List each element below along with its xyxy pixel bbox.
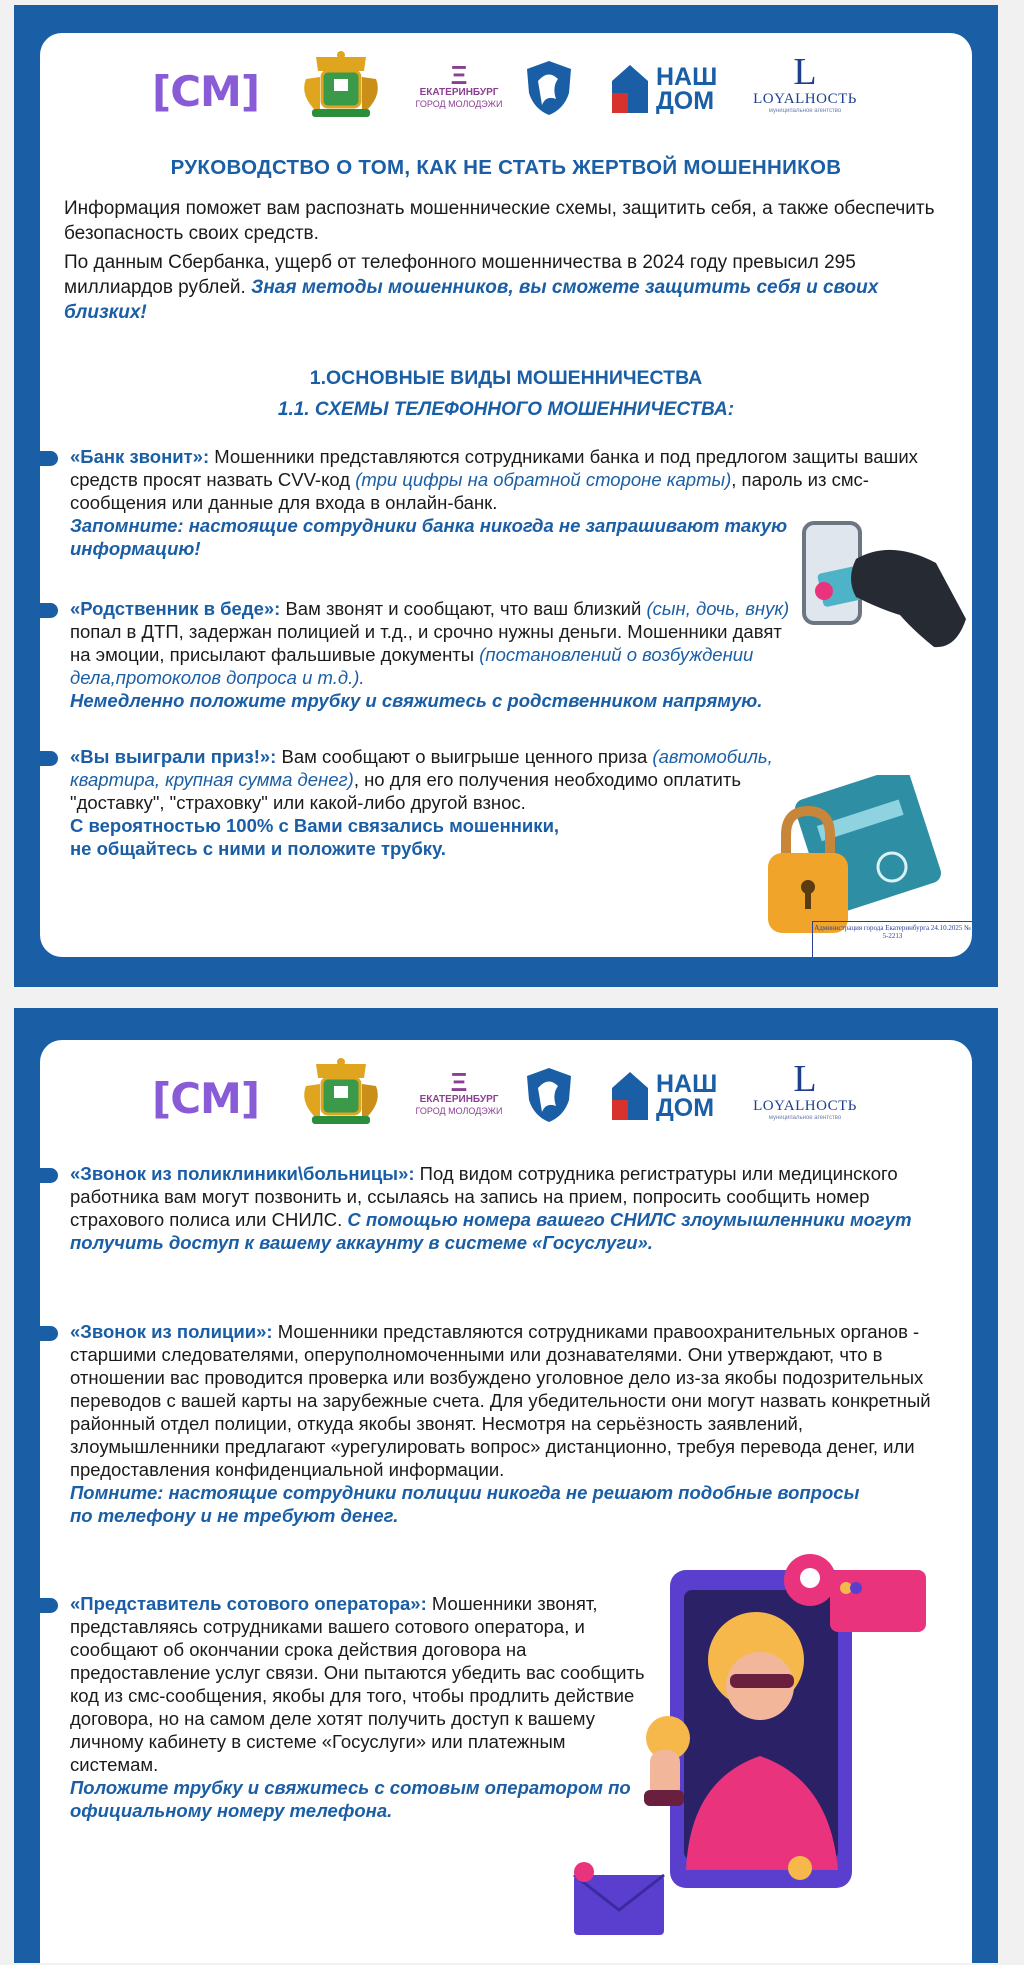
scheme-head: «Представитель сотового оператора»: [70, 1593, 427, 1614]
scheme-clinic-call [70, 1162, 950, 1254]
ekb-line-1: ЕКАТЕРИНБУРГ [419, 87, 499, 98]
loyal-sub: муниципальное агентство [768, 108, 842, 114]
ekaterinburg-youth-logo [408, 60, 510, 109]
scheme-note: (сын, дочь, внук) [646, 598, 790, 619]
scheme-warning: Помните: настоящие сотрудники полиции никогда не решают подобные вопросы по телефону и не требуют денег. [70, 1482, 860, 1526]
section-subtitle: 1.1. СХЕМЫ ТЕЛЕФОННОГО МОШЕННИЧЕСТВА: [277, 399, 735, 420]
ekb-line-2: ГОРОД МОЛОДЭЖИ [415, 1106, 503, 1116]
scheme-head: «Звонок из полиции»: [70, 1321, 273, 1342]
nash-dom-logo [610, 1070, 717, 1122]
scheme-warning: Запомните: настоящие сотрудники банка никогда не запрашивают такую информацию! [70, 515, 788, 559]
intro-paragraph-1: Информация поможет вам распознать мошеннические схемы, защитить себя, а также обеспечить безопасность своих средств. [64, 198, 935, 244]
intro-2-highlight: Зная методы мошенников, вы сможете защитить себя и своих близких! [64, 277, 879, 323]
scheme-head: «Банк звонит»: [70, 446, 210, 467]
ekb-line-2: ГОРОД МОЛОДЭЖИ [415, 99, 503, 109]
scheme-text: Мошенники звонят, представляясь сотрудниками вашего сотового оператора, и сообщают об окончании срока действия договора на предоставление услуг связи. Они пытаются убедить вас сообщить код из смс-сообщения, якобы для того, чтобы продлить действие договора, но на самом деле хотят получить доступ к вашему личному кабинету в системе «Госуслуги» или платежным системам. [70, 1593, 645, 1775]
scheme-text: Вам звонят и сообщают, что ваш близкий [280, 598, 647, 619]
loyal-sub: муниципальное агентство [768, 1115, 842, 1121]
scheme-text: , но для его получения необходимо оплатить "доставку", "страховку" или какой-либо другой взнос. [70, 769, 742, 813]
scheme-warning: Положите трубку и свяжитесь с сотовым оператором по официальному номеру телефона. [70, 1777, 631, 1821]
scheme-note: (три цифры на обратной стороне карты) [355, 469, 732, 490]
ekb-line-1: ЕКАТЕРИНБУРГ [419, 1094, 499, 1105]
house-icon [610, 1070, 650, 1122]
scheme-text: Мошенники представляются сотрудниками банка и под предлогом защиты ваших средств просят назвать CVV-код [70, 446, 918, 490]
scheme-text: попал в ДТП, задержан полицией и т.д., и срочно нужны деньги. Мошенники давят на эмоции, присылают фальшивые документы [70, 621, 782, 665]
scheme-head: «Вы выиграли приз!»: [70, 746, 277, 767]
scheme-text: Под видом сотрудника регистратуры или медицинского работника вам могут позвонить и, ссылаясь на запись на прием, попросить сообщить номер страхового полиса или СНИЛС. [70, 1163, 898, 1230]
dom-line-2: ДОМ [656, 87, 715, 115]
dom-line-2: ДОМ [656, 1094, 715, 1122]
nash-dom-logo [610, 63, 717, 115]
cm-logo-text: [СМ] [152, 1074, 260, 1123]
section-title: 1.ОСНОВНЫЕ ВИДЫ МОШЕННИЧЕСТВА [309, 367, 703, 389]
scheme-head: «Родственник в беде»: [70, 598, 281, 619]
page-1-card [40, 33, 972, 957]
loyal-word: LOYALНОСТЬ [753, 91, 857, 107]
page-title: РУКОВОДСТВО О ТОМ, КАК НЕ СТАТЬ ЖЕРТВОЙ МОШЕННИКОВ [170, 156, 842, 179]
shield-logo-icon [524, 1066, 574, 1124]
scheme-warning: Немедленно положите трубку и свяжитесь с родственником напрямую. [70, 690, 763, 711]
loyal-letter: L [793, 51, 817, 93]
scheme-warning: С вероятностью 100% с Вами связались мошенники, [70, 815, 560, 836]
ekb-mark: Ξ [450, 1067, 468, 1097]
scheme-warning: С помощью номера вашего СНИЛС злоумышленники могут получить доступ к вашему аккаунту в системе «Госуслуги». [70, 1209, 912, 1253]
shield-logo-icon [524, 59, 574, 117]
ekaterinburg-coat-of-arms-icon [298, 49, 384, 121]
cm-logo [152, 1074, 259, 1123]
cm-logo [152, 67, 259, 116]
bullet-tab [36, 1598, 58, 1613]
loyalnost-logo [750, 1060, 860, 1121]
house-icon [610, 63, 650, 115]
dom-line-1: НАШ [656, 63, 718, 91]
page-1-frame [14, 5, 998, 987]
page-2-card [40, 1040, 972, 1963]
scheme-note: (автомобиль, квартира, крупная сумма денег) [70, 746, 773, 790]
scheme-note: (постановлений о возбуждении дела,протоколов допроса и т.д.). [70, 644, 754, 688]
logo-row [40, 45, 972, 131]
bullet-tab [36, 1168, 58, 1183]
bullet-tab [36, 751, 58, 766]
ekaterinburg-youth-logo [408, 1067, 510, 1116]
phone-card-theft-illustration [796, 519, 976, 674]
cm-logo-text: [СМ] [152, 67, 260, 116]
loyal-letter: L [793, 1058, 817, 1100]
intro-paragraph-2 [64, 250, 944, 325]
bullet-tab [36, 603, 58, 618]
scammer-phone-illustration [500, 1490, 940, 1965]
scheme-text: Мошенники представляются сотрудниками правоохранительных органов - старшими следователями, оперуполномоченными или дознавателями. Они утверждают, что в отношении вас проводится проверка или возбуждено уголовное дело из-за якобы подозрительных переводов с вашей карты на зарубежные счета. Для убедительности они могут назвать конкретный районный отдел полиции, откуда якобы звонят. Несмотря на серьёзность заявлений, злоумышленники предлагают «урегулировать вопрос» дистанционно, требуя перевода денег, или предоставления конфиденциальной информации. [70, 1321, 931, 1480]
registration-stamp: Администрация города Екатеринбурга 24.10.2025 № 5-2213 [812, 921, 972, 957]
logo-row [40, 1052, 972, 1138]
scheme-you-won-prize [70, 745, 880, 860]
scheme-warning: не общайтесь с ними и положите трубку. [70, 838, 446, 859]
scheme-text: Вам сообщают о выигрыше ценного приза [276, 746, 653, 767]
loyal-word: LOYALНОСТЬ [753, 1098, 857, 1114]
scheme-head: «Звонок из поликлиники\больницы»: [70, 1163, 415, 1184]
scheme-relative-in-trouble [70, 597, 880, 712]
dom-line-1: НАШ [656, 1070, 718, 1098]
bullet-tab [36, 451, 58, 466]
ekaterinburg-coat-of-arms-icon [298, 1056, 384, 1128]
ekb-mark: Ξ [450, 60, 468, 90]
loyalnost-logo [750, 53, 860, 114]
intro-2-text: По данным Сбербанка, ущерб от телефонного мошенничества в 2024 году превысил 295 миллиардов рублей. [64, 252, 856, 298]
scheme-text: , пароль из смс-сообщения или данные для входа в онлайн-банк. [70, 469, 869, 513]
page-2-frame [14, 1008, 998, 1963]
bullet-tab [36, 1326, 58, 1341]
